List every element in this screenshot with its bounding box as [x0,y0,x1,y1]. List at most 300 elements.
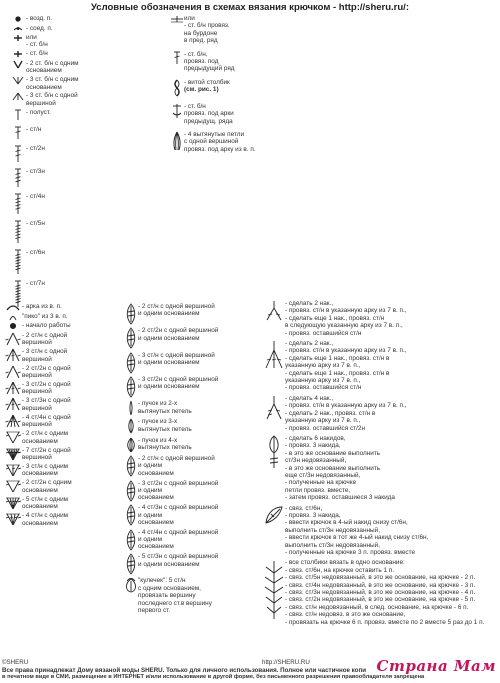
legend-text-line: вершиной [22,421,52,429]
legend-text [184,131,256,153]
legend-text-line: и одним [138,511,162,519]
oval-icon [124,529,138,551]
vfan-4-icon [4,512,22,526]
legend-entry [124,577,218,614]
legend-basic-stitches [10,15,79,109]
legend-text-line: - 4 ст/4н с одной вершиной [138,528,219,536]
legend-text [22,397,71,412]
cluster-icon [263,435,285,469]
legend-text-line: - в это же основание выполнить [285,449,381,457]
legend-entry [124,437,218,453]
legend-text [26,168,45,175]
fan-2-icon [4,332,22,346]
stitch-2-icon [10,145,26,163]
legend-text-line: - пучок из 4-х [138,436,178,444]
legend-text-line: - возд. п. [26,15,53,22]
legend-text [184,103,234,125]
legend-text [22,303,62,310]
legend-text-line: и одним [138,487,162,494]
legend-text-line: - связ. ст/4н недовязанный, в это же основание, на крючке - 3 п. [285,581,476,589]
tree-icon [263,559,285,621]
legend-text [22,332,67,347]
vfan-2-icon [4,479,22,493]
legend-entry [124,553,218,575]
legend-entry [4,512,72,527]
legend-text-line: - 4 вытянутые петли [184,131,245,139]
stitch-5-icon [10,220,26,244]
cross-icon [10,34,26,42]
legend-text-line: - ст. б/н [26,50,48,58]
legend-text-line: выполнить ст/3н недовязанный, [285,541,380,549]
legend-text-line: - ввести крючок в тот же 4-ый накид снизу ст/6н, [285,534,429,542]
stitch-4-icon [10,193,26,215]
legend-entry [4,332,72,347]
legend-text [22,479,72,494]
legend-text-line: в пред. ряд [184,37,218,45]
vfan-2-icon [4,430,22,444]
legend-text-line: - сделать 4 нак., [285,394,334,402]
legend-text-line: - 3 ст/3н с одной [22,397,71,405]
legend-entry [10,145,51,163]
cross-icon [10,50,26,58]
legend-entry [10,193,51,215]
legend-text-line: основанием [22,470,58,478]
legend-text-line: - связ. ст/н недовязанный, в след. основание, на крючке - 6 п. [285,603,469,611]
legend-entry [10,249,51,275]
legend-text [26,76,79,91]
footer-copyright: ©SHERU [2,659,29,666]
legend-entry [10,34,79,49]
oval-icon [124,352,138,374]
legend-text-line: - сделать 6 накидов, [285,434,346,442]
legend-clusters-and-puffs [124,303,218,617]
puff-3-icon [124,418,138,434]
legend-text [26,126,41,133]
fan-3-icon [4,397,22,411]
start-dot-icon [4,322,22,330]
bobble-icon [124,577,138,593]
legend-text-line: - 3 ст. б/н с одним [26,76,79,84]
legend-entry [263,559,484,626]
legend-text-line: - витой столбик [184,78,230,86]
legend-text [138,400,192,415]
dec-3-icon [263,340,285,370]
legend-text-line: - ст/6н [26,249,45,256]
oval-icon [124,504,138,526]
legend-text [285,559,484,626]
legend-text-line: - все столбики вязать в одно основание: [285,559,405,567]
dec-2-icon [263,300,285,322]
legend-text-line: - арка из в. п. [22,303,62,310]
legend-decreases [263,300,484,629]
puff-4-icon [124,437,138,453]
fan-3-icon [4,381,22,395]
legend-text-line: провяз. под [184,58,219,66]
v-icon [10,60,26,69]
legend-entry [4,348,72,363]
vfan-5-icon [4,496,22,510]
legend-entry [124,400,218,416]
legend-text [26,92,78,107]
legend-text-line: - провяз. оставшийся ст/н [285,329,362,337]
legend-text-line: - провяз. 3 накида, [285,511,341,519]
oval-icon [124,303,138,325]
legend-text [22,381,71,396]
legend-text-line: - пучок из 3-х [138,418,178,426]
legend-text-line: провязать вершину [138,592,196,600]
oval-icon [124,553,138,575]
legend-text-line: - провяз. оставшийся ст/н [285,384,362,392]
legend-text-line: вершиной [22,404,52,412]
legend-text-line: - 3 ст/2н с одной вершиной [138,375,219,383]
legend-text-line: - 4 ст/3н с одной вершиной [138,504,219,512]
legend-text-line: - 3 ст/2н с одной вершиной [138,479,219,487]
legend-text [138,504,218,526]
stitch-6-icon [10,249,26,275]
legend-text [285,395,407,432]
legend-entry [124,504,218,526]
legend-entry [170,103,256,125]
legend-text-line: "кулечек": 5 ст/н [138,577,186,585]
legend-text-line: - связ. ст/н недовяз. в это же основание, [285,611,406,619]
legend-entry [10,76,79,91]
legend-text-line: и одним [138,536,162,544]
legend-text-line: вытянутых петель [138,407,192,415]
cross-arc-icon [170,103,184,119]
legend-entry [4,397,72,412]
legend-text [138,327,218,342]
legend-text-line: - 4 ст/н с одним [22,512,69,520]
legend-entry [170,79,256,97]
legend-text-line: - 3 ст/н с одним [22,463,69,471]
legend-entry [170,131,256,153]
legend-entry [124,352,218,374]
stitch-3-icon [10,168,26,188]
legend-entry [4,381,72,396]
legend-text-line: вершиной [22,355,52,363]
legend-text [22,496,68,511]
legend-entry [10,109,51,121]
legend-text-line: - полученные на крючке 3 п. провяз. вместе [285,549,416,556]
legend-text-line: - 2 ст/2н с одной вершиной [138,327,219,335]
legend-post-stitches [10,109,51,313]
legend-text [22,414,71,429]
legend-text-line: основанием [22,437,58,445]
legend-text-line: вытянутых петель [138,425,192,433]
legend-text-line: - 4 ст/4н с одной [22,413,71,421]
legend-text [26,60,79,75]
legend-text-line: основанием [138,543,174,551]
legend-text-line: на бурдоне [184,29,218,37]
legend-text-line: - сделать еще 1 нак., провяз. ст/н в [285,354,390,362]
legend-text-line: - затем провяз. оставшиеся 3 накида [285,494,395,502]
legend-text [26,220,45,227]
stitch-1-icon [170,51,184,65]
legend-text-line: вершиной [22,339,52,347]
legend-entry [4,496,72,511]
legend-entry [4,479,72,494]
legend-text-line: указанную арку из 7 в. п., [285,377,361,385]
legend-entry [124,529,218,551]
legend-entry [10,126,51,140]
legend-text [26,145,45,152]
legend-text-line: - 3 ст/н с одной [22,348,68,356]
legend-text-line: - в это же основание выполнить [285,464,381,472]
legend-text-line: - связ. ст/2н недовязанный, в это же основание, на крючке - 5 п. [285,596,476,604]
legend-text-line: вершиной [22,454,52,462]
legend-text-line: - связ. ст/6н, [285,504,323,512]
legend-text-line: - 3 ст/2н с одной [22,381,71,388]
legend-text-line: и одним основанием [138,383,200,391]
legend-text-line: - ст. б/н провяз. [184,22,230,30]
legend-entry [10,92,79,107]
legend-text-line: указанную арку из 7 в. п., [285,362,361,370]
legend-text [138,553,218,568]
legend-entry [4,414,72,429]
legend-text [26,193,45,200]
cross-bar-icon [170,15,184,23]
dot-icon [10,15,26,23]
wedge-icon [10,92,26,101]
legend-text-line: ст/3н недовязанный, [285,457,347,465]
legend-entry [10,25,79,33]
arch-icon [4,303,22,311]
legend-text-line: - 5 ст/н с одним [22,495,69,503]
footer [0,659,500,683]
legend-text [26,50,48,57]
legend-text [138,529,218,551]
legend-entry [263,395,484,432]
legend-text-line: - ст/н [26,126,42,133]
legend-text-line: основанием [26,83,62,91]
polust-icon [10,109,26,121]
legend-text-line: - провяз. оставшийся ст/2н [285,424,365,432]
legend-text [138,352,215,367]
legend-text-line: основанием [22,486,58,494]
legend-text-line: - пучок из 2-х [138,400,178,408]
legend-text-line: и одним основанием [138,560,200,568]
legend-text-line: и одним основанием [138,334,200,342]
legend-text [138,577,212,614]
oval-icon [124,376,138,398]
legend-text-line: - провяз. 3 накида, [285,442,341,450]
legend-text-line: и одним основанием [138,310,200,318]
legend-entry [124,327,218,349]
legend-entry [10,15,79,23]
legend-text-line: еще ст/3н недовязанный, [285,471,361,479]
legend-text-line: с одной вершиной [184,138,239,146]
legend-text-line: - 7 ст/2н с одной [22,446,71,454]
legend-text [285,300,407,337]
legend-text-line: первого ст. [138,607,171,615]
legend-text [138,437,192,452]
legend-text [26,25,53,32]
legend-text [22,447,71,462]
legend-text-line: и одним [138,462,162,470]
legend-text-line: - провяз. ст/н в указанную арку из 7 в. п., [285,402,407,410]
legend-text-line: - ст. б/н, [184,50,208,58]
stitch-1-icon [10,126,26,140]
legend-entry [4,430,72,445]
legend-text [285,505,428,557]
legend-text-line: - соед. п. [26,24,53,32]
legend-text [26,15,52,22]
legend-text-line: вытянутых петель [138,444,192,452]
legend-text-line: - 2 ст/2н с одним [22,479,72,487]
legend-text [138,303,215,318]
legend-text-line: основанием [22,519,58,527]
legend-text [22,322,71,329]
legend-text-line: - провяз. ст/н в указанную арку из 7 в. п., [285,347,407,355]
legend-text-line: - провяз. ст/н в указанную арку из 7 в. п., [285,307,407,315]
legend-entry [10,60,79,75]
legend-text-line: провяз. под арку из в. п. [184,145,256,153]
arc-icon [10,25,26,33]
legend-text-line: провяз. под арки [184,110,234,118]
legend-text-line: - полученные на крючке [285,479,357,487]
fan-3-icon [4,348,22,362]
legend-entry [10,50,79,58]
vfan-7-icon [4,447,22,461]
legend-text [285,435,395,502]
legend-text-line: - связ. ст/3н недовязанный, в это же основание, на крючке - 4 п. [285,589,476,597]
legend-text-line: - провязать на крючке 6 п. провяз. вместе по 2 вместе 5 раз до 1 п. [285,618,485,626]
legend-entry [170,15,256,45]
legend-entry [263,505,484,557]
fan-2-icon [4,365,22,379]
twisted-icon [170,79,184,97]
legend-text [138,480,218,502]
legend-text-line: - 2 ст/н с одним [22,430,69,438]
legend-entry [10,168,51,188]
legend-special-stitches [170,15,256,159]
triple-v-icon [10,76,26,85]
legend-text [184,51,235,73]
legend-text-line: с одним основанием, [138,584,201,592]
legend-text [26,109,51,116]
legend-text-line: - ст. б/н [184,102,206,110]
footer-notice-line-2: в печатном виде в СМИ, размещение в ИНТЕРНЕТ и/или использование в другой форме, без письменного разрешения правообладателя запрещена [2,674,425,681]
legend-text-line: - начало работы [22,322,71,330]
page-title: Условные обозначения в схемах вязания крючком - http://sheru.ru/: [91,2,409,13]
legend-entry [4,463,72,478]
oval-icon [124,455,138,477]
legend-text-line: - ст/4н [26,193,45,200]
legend-text-line: - 2 ст/н с одной [22,331,68,339]
legend-text [26,249,45,256]
puff-2-icon [124,400,138,416]
legend-text-line: - сделать еще 1 нак., провяз. ст/н в [285,369,390,377]
legend-text-line: - связ. ст/5н недовязанный, в это же основание, на крючке - 2 п. [285,574,476,582]
legend-text-line: - 2 ст/2н с одной [22,364,71,372]
oval-icon [124,327,138,349]
oval-icon [124,480,138,502]
legend-text [184,15,230,45]
legend-text-line: указанную арку из 7 в. п., [285,417,361,425]
legend-text [138,376,218,391]
legend-text [22,512,68,527]
legend-text-line: - сделать 2 нак., [285,340,334,348]
legend-text-line: и одним основанием [138,359,200,366]
legend-text-line: "пико" из 3 в. п. [22,312,68,320]
legend-entry [263,300,484,337]
legend-text-line: - 3 ст. б/н с одной [26,92,78,100]
legend-text-line: - ст/5н [26,220,45,227]
legend-text-line: предыдущ. ряда [184,117,233,125]
legend-text [22,348,67,363]
legend-text-line: вершиной [26,99,56,107]
fan-4-icon [4,414,22,428]
legend-text-line: основанием [138,494,174,502]
legend-entry [263,340,484,392]
legend-entry [124,376,218,398]
site-logo: Страна Мам [376,657,496,676]
picot-icon [4,313,22,321]
legend-text-line: - 2 ст/н с одной вершиной [138,455,215,463]
legend-text-line: - 3 ст/н с одной вершиной [138,351,215,359]
dec-4-icon [263,395,285,421]
legend-entry [124,418,218,434]
legend-entry [124,303,218,325]
legend-text-line: или [26,34,37,41]
footer-url[interactable]: http://SHERU.RU [262,659,310,666]
legend-text-line: последнего ст.в вершину [138,599,212,607]
legend-text-line: - сделать 2 нак., [285,300,334,307]
legend-entry [170,51,256,73]
legend-text-line: в следующую указанную арку из 7 в. п., [285,322,403,330]
legend-text-line: основанием [138,469,174,477]
legend-entry [4,322,72,330]
legend-entry [263,435,484,502]
legend-text-line: - связ. ст/6н, на крючке оставить 1 п. [285,566,395,574]
legend-text-line: выполнить ст/3н недовязанный, [285,526,380,534]
legend-text-line: петли провяз. вместе, [285,486,351,494]
legend-text-line: - полуст. [26,109,51,116]
legend-text-line: вершиной [22,372,52,379]
legend-entry [4,303,72,311]
legend-text [285,340,407,392]
vfan-3-icon [4,463,22,477]
legend-text [22,463,68,478]
legend-text-line: основанием [26,67,62,75]
legend-text [26,280,45,287]
legend-entry [4,365,72,380]
legend-text-line: - 2 ст/н с одной вершиной [138,303,215,310]
legend-text [26,34,48,49]
legend-text-line: - 5 ст/3н с одной вершиной [138,553,219,561]
legend-text-line: основанием [22,503,58,511]
legend-text [22,430,68,445]
legend-text-line: вершиной [22,388,52,396]
legend-text-line: или [184,15,195,22]
legend-text-line: - 2 ст. б/н с одним [26,59,79,67]
legend-fans-and-shells [4,303,72,529]
legend-entry [4,447,72,462]
leaf-icon [263,505,285,525]
legend-text-line: (см. рис. 1) [184,86,219,94]
legend-text-line: основанием [138,518,174,526]
legend-text [138,455,215,477]
legend-entry [10,220,51,244]
four-loops-icon [170,131,184,151]
legend-entry [124,455,218,477]
legend-text-line: - ст. б/н [26,41,48,49]
legend-text-line: - ст/7н [26,280,45,287]
legend-text-line: - ввести крючок в 4-ый накид снизу ст/6н, [285,519,408,527]
legend-text-line: - сделать еще 1 нак., провяз. ст/н [285,314,385,322]
legend-text-line: - ст/3н [26,168,45,175]
legend-entry [124,480,218,502]
